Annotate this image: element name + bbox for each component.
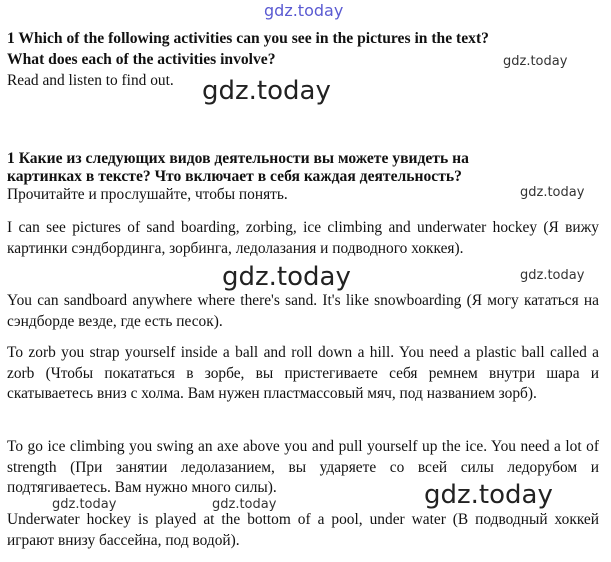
- answer-1: I can see pictures of sand boarding, zorbing, ice climbing and underwater hockey (Я вижу картинки сэндбординга, зорбинга, ледолазания и подводного хоккея).: [7, 219, 599, 257]
- question-en: [7, 28, 599, 92]
- answer-paragraph: [7, 343, 599, 405]
- question-ru-line1: 1 Какие из следующих видов деятельности вы можете увидеть на: [7, 150, 469, 167]
- answer-paragraph: [7, 291, 599, 332]
- answer-3: To zorb you strap yourself inside a ball and roll down a hill. You need a plastic ball called a zorb (Чтобы покататься в зорбе, вы пристегиваете себя ремнем внутри шара и скатываетесь вниз с холма. Вам нужен пластмассовый мяч, под названием зорб).: [7, 344, 599, 402]
- question-ru-line2: картинках в тексте? Что включает в себя каждая деятельность?: [7, 168, 462, 185]
- watermark-small: gdz.today: [520, 185, 585, 200]
- watermark-top: gdz.today: [264, 1, 344, 20]
- watermark-large: gdz.today: [222, 262, 351, 292]
- question-en-line2: What does each of the activities involve?: [7, 51, 276, 68]
- watermark-small: gdz.today: [520, 268, 585, 283]
- answer-5: Underwater hockey is played at the bottom of a pool, under water (В подводный хоккей играют внизу бассейна, под водой).: [7, 511, 599, 549]
- watermark-small: gdz.today: [503, 54, 568, 69]
- watermark-large: gdz.today: [424, 480, 553, 510]
- question-en-instruction: Read and listen to find out.: [7, 72, 174, 89]
- watermark-large: gdz.today: [202, 76, 331, 106]
- watermark-small: gdz.today: [52, 497, 117, 512]
- answer-paragraph: [7, 218, 599, 259]
- answer-2: You can sandboard anywhere where there's sand. It's like snowboarding (Я могу кататься на сэндборде везде, где есть песок).: [7, 292, 599, 330]
- question-ru-instruction: Прочитайте и прослушайте, чтобы понять.: [7, 186, 288, 203]
- answer-4: To go ice climbing you swing an axe above you and pull yourself up the ice. You need a lot of strength (При занятии ледолазанием, вы ударяете со всей силы ледорубом и подтягиваетесь. Вам нужно много силы).: [7, 438, 599, 496]
- answer-paragraph: [7, 437, 599, 499]
- question-en-line1: 1 Which of the following activities can you see in the pictures in the text?: [7, 30, 489, 47]
- question-ru: [7, 148, 599, 206]
- answer-paragraph: [7, 510, 599, 551]
- watermark-small: gdz.today: [212, 497, 277, 512]
